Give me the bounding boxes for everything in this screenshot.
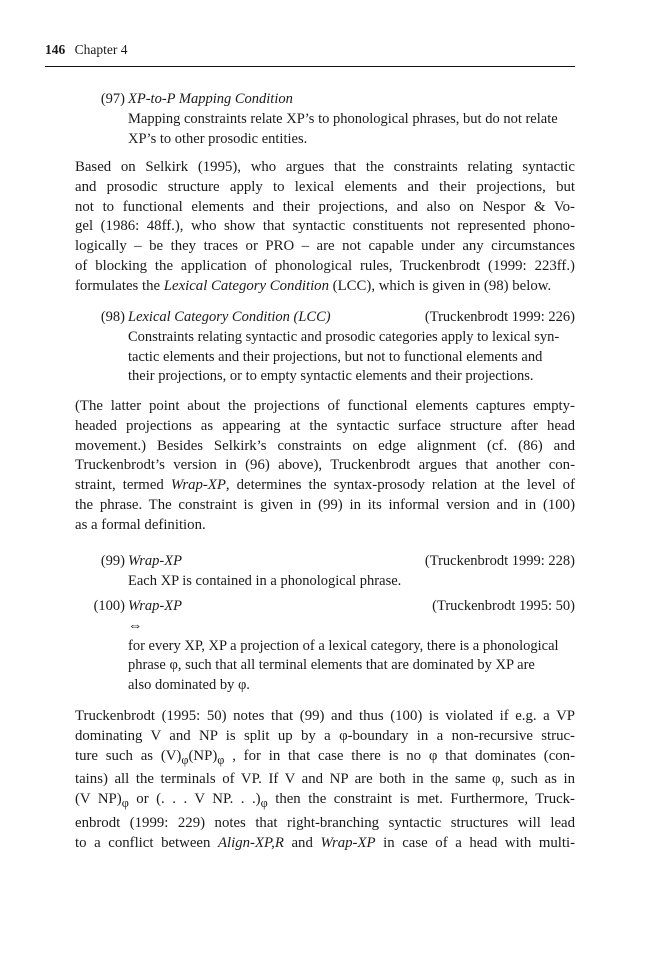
- text-line: gel (1986: 48ff.), who show that syntactic constituents not represented phono-: [75, 218, 575, 235]
- example-title: Wrap-XP: [128, 598, 182, 614]
- text-line: and prosodic structure apply to lexical elements and their projections, but: [75, 178, 575, 195]
- text-line: as a formal definition.: [75, 516, 206, 533]
- example-body: [128, 617, 575, 695]
- text-line: ture such as $(V)_\varphi(NP)_\varphi$ , for in that case there is no φ that dominates (con-: [75, 747, 576, 767]
- text-line: dominating V and NP is split up by a φ-boundary in a non-recursive struc-: [75, 727, 575, 744]
- paragraph-2: [75, 397, 575, 536]
- example-line: Mapping constraints relate XP’s to phonological phrases, but do not relate: [128, 111, 558, 127]
- term-lcc: Lexical Category Condition: [163, 277, 329, 294]
- text-line: movement.) Besides Selkirk’s constraints on edge alignment (cf. (86) and: [75, 437, 575, 454]
- text-line: (V $NP)_\varphi$ or (. . . V NP. . $.)_\varphi$ then the constraint is met. Furthermore, Truck-: [75, 791, 575, 811]
- text-line: the phrase. The constraint is given in (99) in its informal version and in (100): [75, 496, 575, 513]
- text-line: Based on Selkirk (1995), who argues that the constraints relating syntactic: [75, 159, 575, 175]
- text-line: tains) all the terminals of VP. If V and NP are both in the same φ, such as in: [75, 771, 575, 788]
- example-line: XP’s to other prosodic entities.: [128, 130, 308, 147]
- example-99: [75, 552, 575, 592]
- text-line: formulates the Lexical Category Condition (LCC), which is given in (98) below.: [75, 277, 552, 294]
- running-head: [45, 42, 575, 67]
- example-title: Lexical Category Condition (LCC): [128, 309, 331, 325]
- example-line: phrase φ, such that all terminal elements that are dominated by XP are: [128, 657, 535, 674]
- example-line: tactic elements and their projections, but not to functional elements and: [128, 348, 543, 365]
- example-title: XP-to-P Mapping Condition: [128, 91, 293, 107]
- example-body: [128, 572, 575, 592]
- text-line: headed projections as appearing at the syntactic surface structure after head: [75, 417, 575, 434]
- example-title: Wrap-XP: [128, 553, 182, 569]
- text-line: logically – be they traces or PRO – are not capable under any circumstances: [75, 238, 575, 255]
- text-line: of blocking the application of phonological rules, Truckenbrodt (1999: 223ff.): [75, 257, 575, 274]
- example-number: (97): [100, 91, 125, 107]
- example-line: Constraints relating syntactic and prosodic categories apply to lexical syn-: [128, 329, 560, 345]
- example-source: (Truckenbrodt 1995: 50): [432, 598, 575, 614]
- chapter-title: Chapter 4: [74, 42, 128, 57]
- paragraph-1: [75, 158, 575, 297]
- example-source: (Truckenbrodt 1999: 228): [424, 553, 575, 569]
- example-body: [128, 328, 575, 387]
- example-source: (Truckenbrodt 1999: 226): [424, 309, 575, 325]
- text-line: enbrodt (1999: 229) notes that right-branching syntactic structures will lead: [75, 814, 575, 831]
- term-wrap-xp: Wrap-XP: [320, 834, 376, 851]
- example-line: also dominated by φ.: [128, 676, 250, 693]
- term-align-xp-r: Align-XP,R: [217, 834, 284, 851]
- example-number: (100): [93, 598, 125, 614]
- example-100: [75, 597, 575, 697]
- example-body: [128, 110, 575, 149]
- text-line: Truckenbrodt’s version in (96) above), Truckenbrodt argues that another con-: [75, 457, 575, 474]
- paragraph-3: [75, 707, 575, 853]
- text-line: not to functional elements and their projections, and also on Nespor & Vo-: [75, 198, 575, 215]
- term-wrap-xp: Wrap-XP: [170, 477, 226, 494]
- text-line: straint, termed Wrap-XP, determines the syntax-prosody relation at the level of: [75, 477, 575, 494]
- example-line: for every XP, XP a projection of a lexical category, there is a phonological: [128, 637, 559, 654]
- example-line: Each XP is contained in a phonological phrase.: [128, 573, 402, 589]
- example-98: [75, 308, 575, 388]
- text-line: to a conflict between Align-XP,R and Wrap-XP in case of a head with multi-: [75, 834, 575, 851]
- example-line: their projections, or to empty syntactic elements and their projections.: [128, 368, 534, 385]
- text-line: (The latter point about the projections of functional elements captures empty-: [75, 398, 575, 414]
- example-97: [75, 90, 575, 150]
- page-number: 146: [45, 42, 66, 57]
- example-number: (98): [100, 309, 125, 325]
- equivalence-symbol: ⇔: [128, 618, 143, 634]
- example-number: (99): [100, 553, 125, 569]
- text-line: Truckenbrodt (1995: 50) notes that (99) and thus (100) is violated if e.g. a VP: [75, 708, 575, 724]
